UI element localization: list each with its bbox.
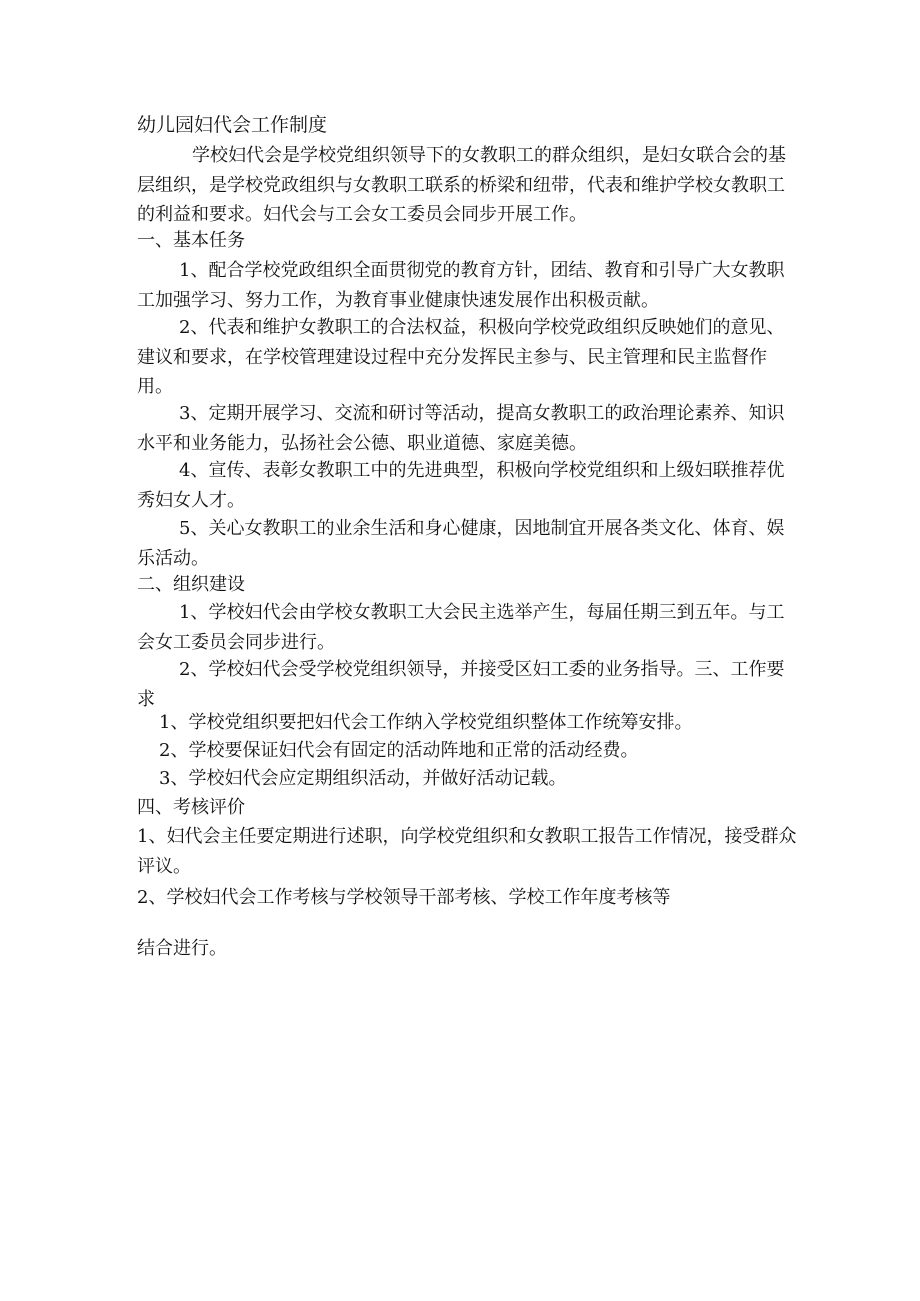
list-item: 1、学校妇代会由学校女教职工大会民主选举产生，每届任期三到五年。与工会女工委员会同步进行。 <box>137 602 785 653</box>
section-heading-basic-tasks: 一、基本任务 <box>137 230 245 251</box>
section-heading-assessment: 四、考核评价 <box>137 797 245 818</box>
list-item: 2、学校妇代会工作考核与学校领导干部考核、学校工作年度考核等 <box>137 887 671 908</box>
document-title: 幼儿园妇代会工作制度 <box>137 114 328 136</box>
intro-paragraph: 学校妇代会是学校党组织领导下的女教职工的群众组织，是妇女联合会的基层组织，是学校党政组织与女教职工联系的桥梁和纽带，代表和维护学校女教职工的利益和要求。妇代会与工会女工委员会同步开展工作。 <box>137 145 786 225</box>
closing-line: 结合进行。 <box>137 938 227 959</box>
list-item: 2、学校妇代会受学校党组织领导，并接受区妇工委的业务指导。三、工作要求 <box>137 659 785 710</box>
list-item: 1、妇代会主任要定期进行述职，向学校党组织和女教职工报告工作情况，接受群众评议。 <box>137 826 797 877</box>
list-item: 3、定期开展学习、交流和研讨等活动，提高女教职工的政治理论素养、知识水平和业务能力，弘扬社会公德、职业道德、家庭美德。 <box>137 403 785 454</box>
list-item: 1、学校党组织要把妇代会工作纳入学校党组织整体工作统筹安排。 <box>159 712 693 733</box>
list-item: 5、关心女教职工的业余生活和身心健康，因地制宜开展各类文化、体育、娱乐活动。 <box>137 518 785 569</box>
list-item: 2、代表和维护女教职工的合法权益，积极向学校党政组织反映她们的意见、建议和要求，在学校管理建设过程中充分发挥民主参与、民主管理和民主监督作用。 <box>137 317 785 397</box>
list-item: 4、宣传、表彰女教职工中的先进典型，积极向学校党组织和上级妇联推荐优秀妇女人才。 <box>137 460 785 511</box>
list-item: 2、学校要保证妇代会有固定的活动阵地和正常的活动经费。 <box>159 740 639 761</box>
section-heading-organization: 二、组织建设 <box>137 574 245 595</box>
list-item: 3、学校妇代会应定期组织活动，并做好活动记载。 <box>159 768 567 789</box>
list-item: 1、配合学校党政组织全面贯彻党的教育方针，团结、教育和引导广大女教职工加强学习、努力工作，为教育事业健康快速发展作出积极贡献。 <box>137 260 785 311</box>
